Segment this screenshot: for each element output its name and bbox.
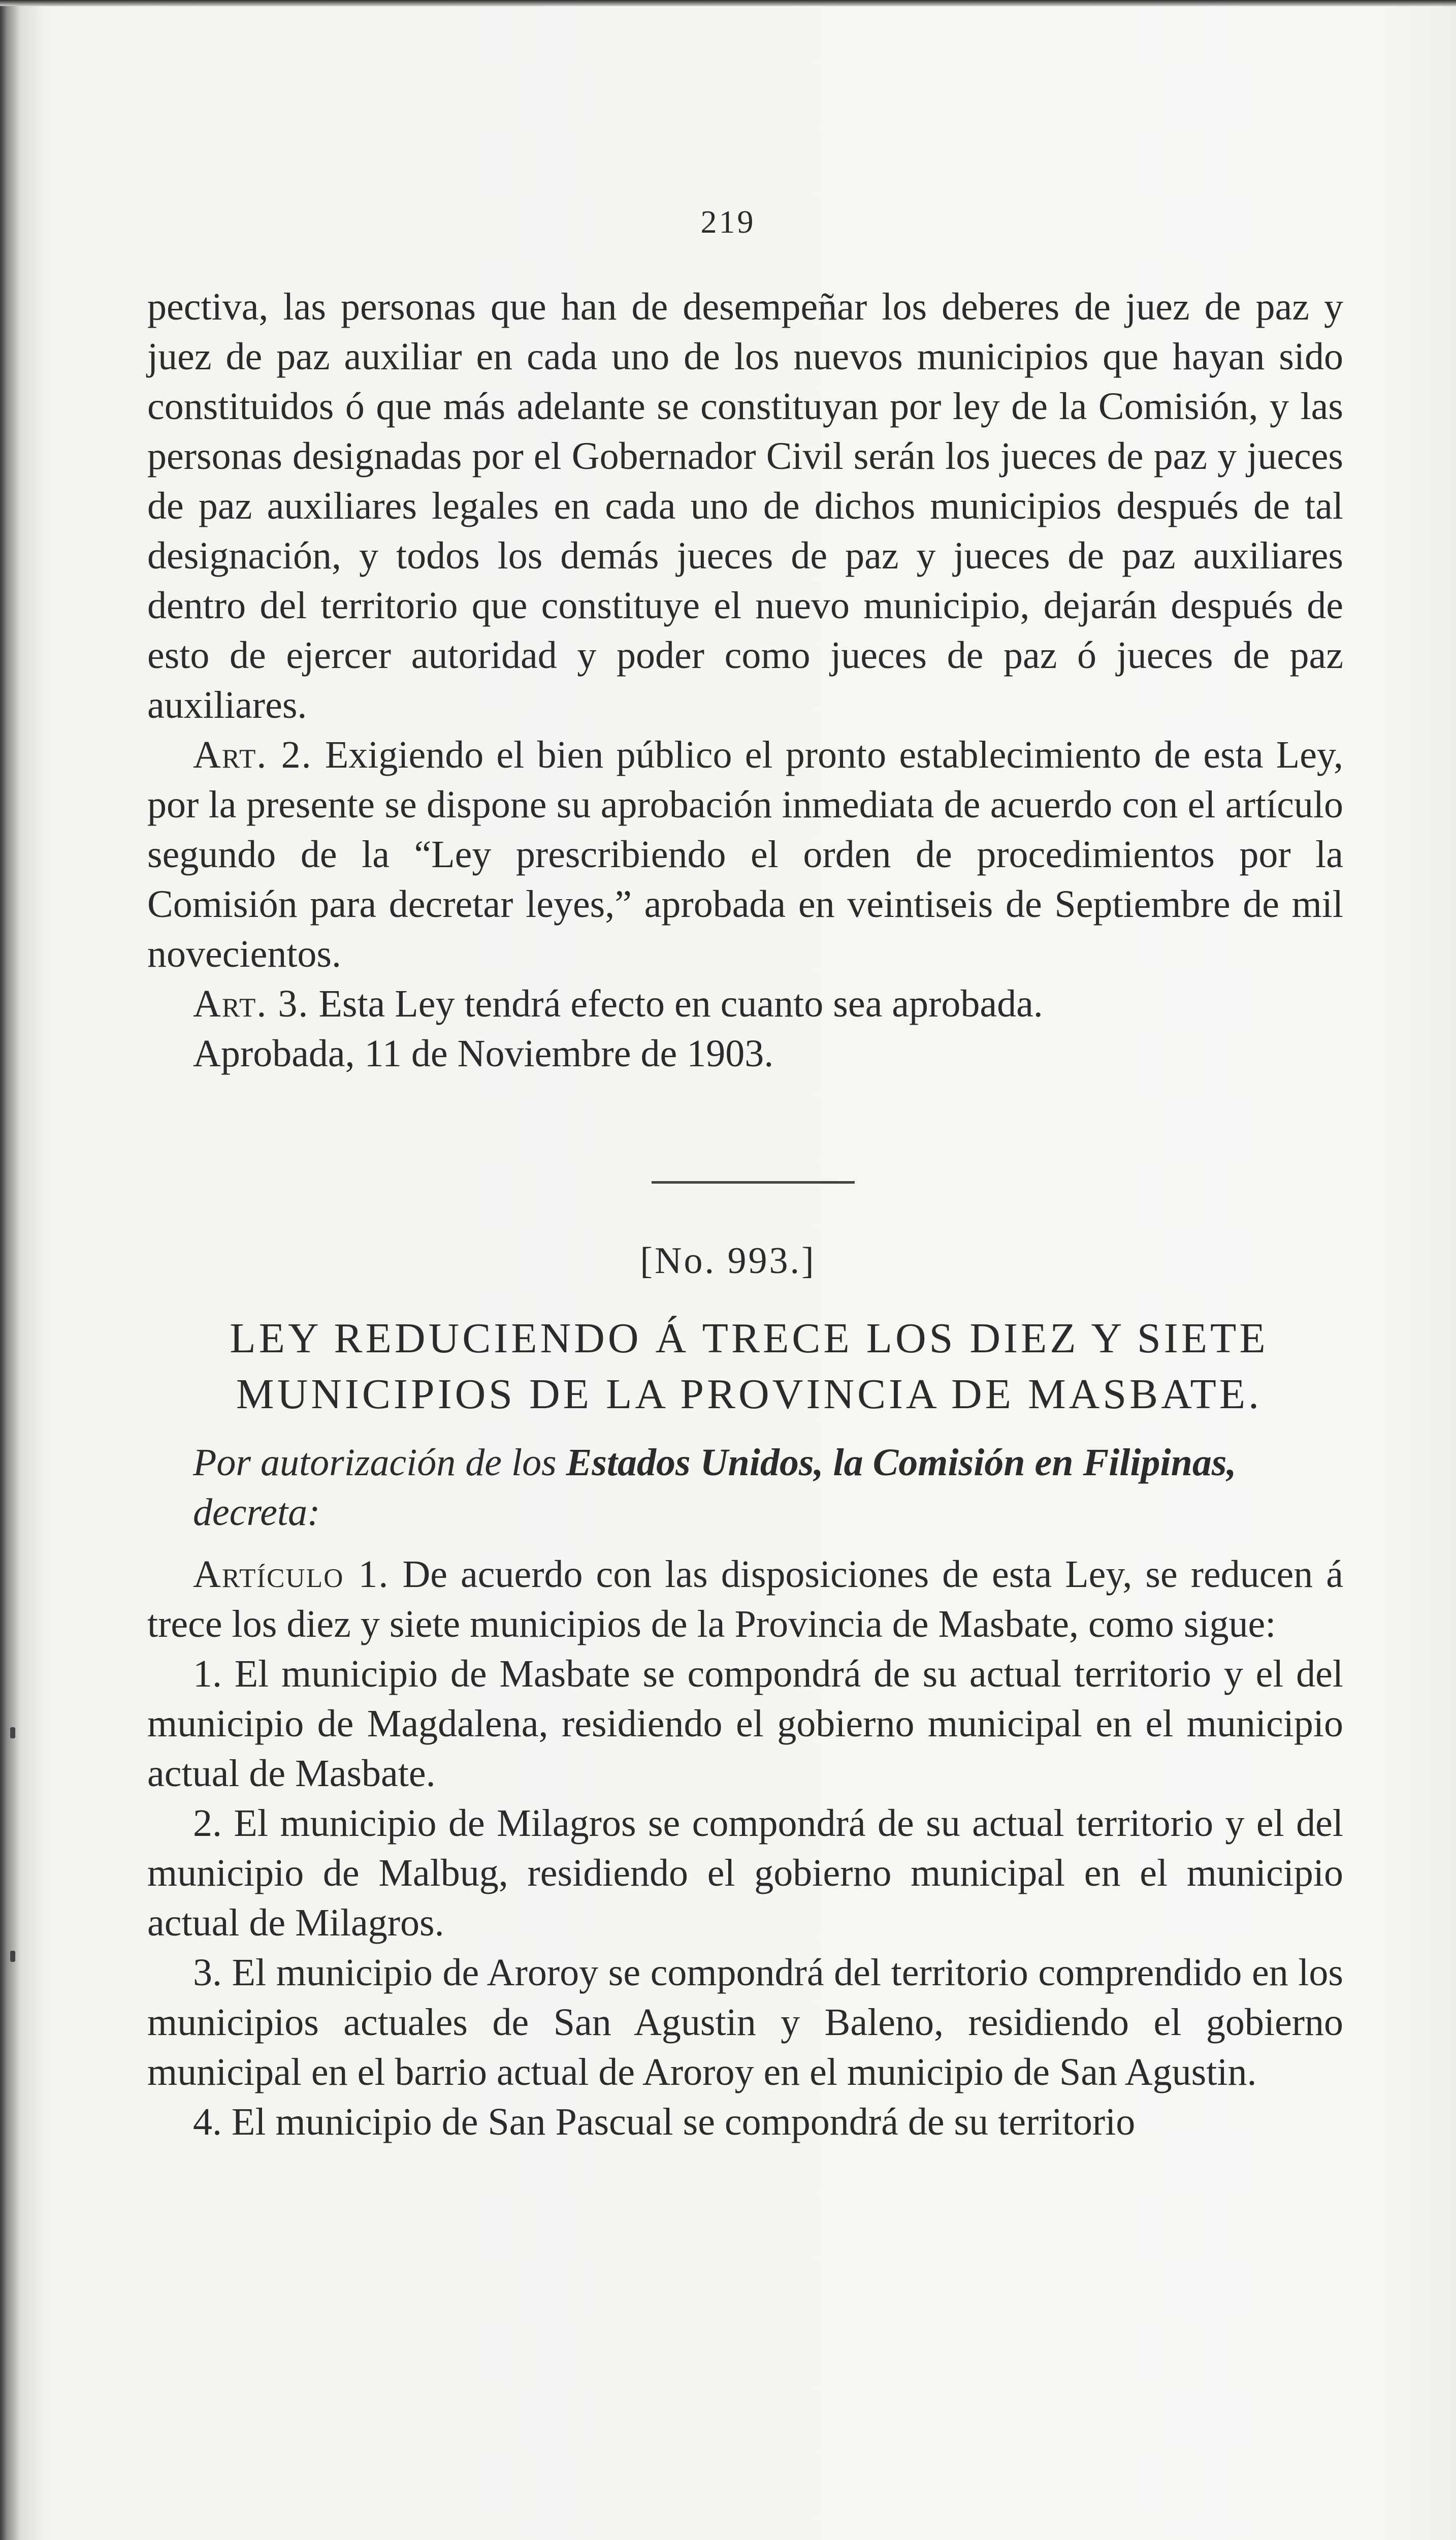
page-top-edge [0,0,1456,6]
section-divider [652,1181,855,1184]
list-item-1: 1. El municipio de Masbate se compondrá de su actual territorio y el del municipio de Magdalena, residiendo el gobierno municipal en el municipio actual de Masbate. [147,1653,1343,1795]
margin-mark [10,1951,15,1962]
list-item-2: 2. El municipio de Milagros se compondrá de su actual territorio y el del municipio de Malbug, residiendo el gobierno municipal en el municipio actual de Milagros. [147,1802,1343,1944]
article-1-label: Artículo 1. [193,1553,390,1596]
list-item-3: 3. El municipio de Aroroy se compondrá del territorio comprendido en los municipios actuales de San Agustin y Baleno, residiendo el gobierno municipal en el barrio actual de Aroroy en el municipio de San Agustin. [147,1951,1343,2093]
article-1-text: De acuerdo con las disposiciones de esta Ley, se reducen á trece los diez y siete municipios de la Provincia de Masbate, como sigue: [147,1553,1343,1645]
body-text-upper [147,282,1343,1078]
law-number: [No. 993.] [640,1240,816,1282]
enacting-part-3: decreta: [193,1491,320,1534]
article-3-paragraph [147,979,1343,1029]
article-3-label: Art. 3. [193,982,309,1025]
enacting-part-1: Por autorización de los [193,1441,557,1484]
list-item-4: 4. El municipio de San Pascual se compondrá de su territorio [193,2101,1136,2143]
enacting-part-2: Estados Unidos, la Comisión en Filipinas, [566,1441,1237,1484]
body-text-lower [147,1549,1343,2147]
enacting-clause [193,1438,1351,1537]
page-number: 219 [700,204,756,240]
article-2-label: Art. 2. [193,734,312,776]
article-1-paragraph [147,1549,1343,1649]
margin-mark [10,1727,15,1738]
article-2-paragraph [147,730,1343,979]
continuation-paragraph: pectiva, las personas que han de desempeñar los deberes de juez de paz y juez de paz auxiliar en cada uno de los nuevos municipios que hayan sido constituidos ó que más adelante se constituyan por ley de la Comisión, y las personas designadas por el Gobernador Civil serán los jueces de paz y jueces de paz auxiliares legales en cada uno de dichos municipios después de tal designación, y todos los demás jueces de paz y jueces de paz auxiliares dentro del territorio que constituye el nuevo municipio, dejarán después de esto de ejercer autoridad y poder como jueces de paz ó jueces de paz auxiliares. [147,285,1343,726]
law-title: LEY REDUCIENDO Á TRECE LOS DIEZ Y SIETE MUNICIPIOS DE LA PROVINCIA DE MASBATE. [230,1315,1269,1418]
article-2-text: Exigiendo el bien público el pronto establecimiento de esta Ley, por la presente se dispone su aprobación inmediata de acuerdo con el artículo segundo de la “Ley prescribiendo el orden de procedimientos por la Comisión para decretar leyes,” aprobada en veintiseis de Septiembre de mil novecientos. [147,734,1344,975]
article-3-text: Esta Ley tendrá efecto en cuanto sea aprobada. [318,982,1043,1025]
approval-date: Aprobada, 11 de Noviembre de 1903. [193,1032,774,1075]
